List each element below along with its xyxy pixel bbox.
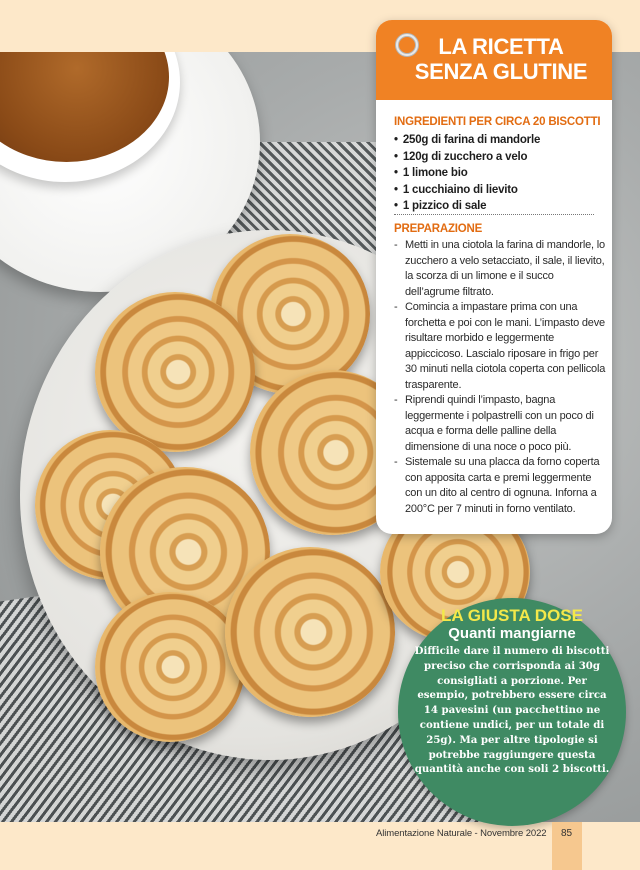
preparation-step: - Riprendi quindi l’impasto, bagna leggermente i polpastrelli con un poco di acqua e forma delle palline della dimensione di una noce o poco più. bbox=[394, 393, 606, 455]
dose-subtitle: Quanti mangiarne bbox=[448, 625, 576, 642]
cookie bbox=[225, 547, 395, 717]
recipe-title-line1: LA RICETTA bbox=[438, 34, 564, 59]
recipe-card bbox=[376, 20, 612, 534]
recipe-title bbox=[396, 34, 606, 84]
ingredient-item: • 1 pizzico di sale bbox=[394, 198, 540, 215]
ingredients-list bbox=[394, 132, 540, 215]
preparation-label: PREPARAZIONE bbox=[394, 223, 483, 235]
preparation-step: - Comincia a impastare prima con una forchetta e poi con le mani. L’impasto deve risultare morbido e leggermente appiccicoso. Lascialo riposare in frigo per 30 minuti nella ciotola coperta con pellicola trasparente. bbox=[394, 300, 606, 393]
ingredients-label: INGREDIENTI PER CIRCA 20 BISCOTTI bbox=[394, 116, 601, 128]
recipe-title-line2: SENZA GLUTINE bbox=[414, 59, 588, 84]
preparation-steps bbox=[394, 238, 606, 517]
ingredient-item: • 120g di zucchero a velo bbox=[394, 149, 540, 166]
divider bbox=[394, 214, 594, 215]
dose-title: LA GIUSTA DOSE bbox=[441, 606, 583, 625]
preparation-step: - Metti in una ciotola la farina di mandorle, lo zucchero a velo setacciato, il sale, il lievito, la scorza di un limone e il succo dell’agrume filtrato. bbox=[394, 238, 606, 300]
ingredient-item: • 1 cucchiaino di lievito bbox=[394, 182, 540, 199]
page-number: 85 bbox=[561, 828, 573, 839]
cookie bbox=[95, 292, 255, 452]
preparation-step: - Sistemale su una placca da forno coperta con apposita carta e premi leggermente con un dito al centro di ognuna. Inforna a 200°C per 7 minuti in forno ventilato. bbox=[394, 455, 606, 517]
ingredient-item: • 1 limone bio bbox=[394, 165, 540, 182]
tag-ring-icon bbox=[392, 30, 422, 60]
dose-circle bbox=[398, 598, 626, 826]
cookie bbox=[95, 592, 245, 742]
ingredient-item: • 250g di farina di mandorle bbox=[394, 132, 540, 149]
dose-body: Difficile dare il numero di biscotti preciso che corrisponda ai 30g consigliati a porzione. Per esempio, potrebbero essere circa 14 pavesini (un pacchettino ne contiene undici, per un totale di 25g). Ma per altre tipologie si potrebbe raggiungere questa quantità anche con soli 2 biscotti. bbox=[414, 645, 610, 776]
publication-footer: Alimentazione Naturale - Novembre 2022 bbox=[376, 828, 547, 839]
